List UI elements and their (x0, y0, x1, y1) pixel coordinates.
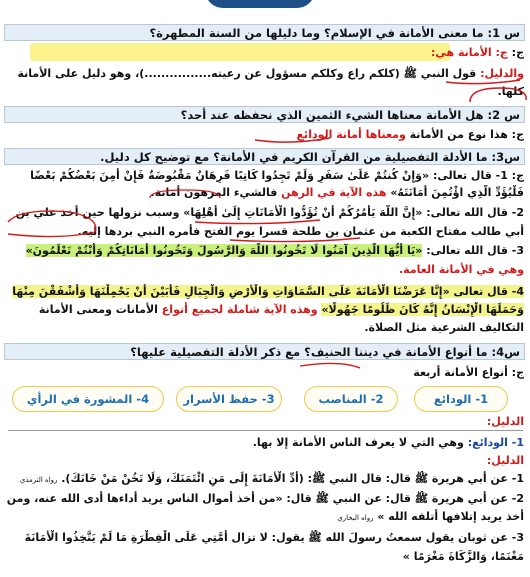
hadith-2b-text: أخذ يريد إتلافها أتلفه الله » (373, 510, 524, 523)
q3-item-3-label: 3- قال الله تعالى: (422, 244, 524, 257)
circle-amanah (150, 190, 220, 198)
q3-rahn-text: فالشيء المرهون أمانة. (150, 186, 282, 199)
q1-proof-label: والدليل: (480, 67, 524, 80)
q3-verse-4: 4- قال تعالى «إِنَّا عَرَضْنَا الْأَمَانَةَ عَلَى السَّمَاوَاتِ وَالْأَرْضِ وَالْجِبَالِ فَأَبَيْنَ أَنْ يَحْمِلْنَهَا وَأَشْفَقْنَ مِنْهَا (12, 285, 524, 298)
q4-intro: ج: أنواع الأمانة أربعة (413, 366, 524, 379)
q1-proof-end: كلها. (497, 85, 524, 98)
hadith-1-source: رواه الترمذي (19, 476, 58, 484)
circle-ali (8, 211, 96, 236)
q3-verse-1-end: فَلْيُؤَدِّ الَّذِي اؤْتُمِنَ أَمَانَتَهُ» (390, 186, 524, 199)
q4-evidence-sub: الدليل: (486, 454, 524, 467)
question-1-header: س 1: ما معنى الأمانة في الإسلام؟ وما دليلها من السنة المطهرة؟ (4, 24, 525, 41)
question-3-header: س3: ما الأدلة التفصيلية من القرآن الكريم في الأمانة؟ مع توضيح كل دليل. (4, 148, 525, 165)
q3-line-4: أبي طالب مفتاح الكعبة من عثمان بن طلحة قسرا يوم الفتح فأمره النبي بردها إليه. (77, 225, 524, 238)
hadith-2a: 2- عن أبي هريرة ﷺ قال: عن النبي ﷺ قال: «من أخذ أموال الناس يريد أداءها أدى الله عنه، ومن (6, 492, 524, 505)
q1-def-highlight: ج: الأمانة هي: (430, 46, 508, 59)
q3-line-9: التكاليف الشرعية مثل الصلاة. (364, 321, 524, 334)
underline-wadaea (255, 138, 330, 142)
q4-wadaea-text: وهي التي لا يعرف الناس الأمانة إلا بها. (252, 436, 468, 449)
type-pill-wadaea: 1- الودائع (414, 386, 508, 412)
hadith-2-source: رواه البخاري (337, 514, 374, 522)
q3-public-trust: وهي في الأمانة العامة. (398, 263, 524, 276)
q3-line-1: ج: 1- قال تعالى: «وَإِنْ كُنتُمْ عَلَىٰ سَفَرٍ وَلَمْ تَجِدُوا كَاتِبًا فَرِهَانٌ مَقْبُوضَةٌ فَإِنْ أَمِنَ بَعْضُكُمْ بَعْضًا (30, 169, 524, 182)
q3-verse-3: «يَا أَيُّهَا الَّذِينَ آمَنُوا لَا تَخُونُوا اللَّهَ وَالرَّسُولَ وَتَخُونُوا أَمَانَاتِكُمْ وَأَنْتُمْ تَعْلَمُونَ» (25, 244, 423, 257)
circle-types (300, 363, 360, 368)
circle-kolha (470, 88, 526, 102)
question-4-header: س4: ما أنواع الأمانة في ديننا الحنيف؟ مع ذكر الأدلة التفصيلية عليها؟ (4, 343, 525, 360)
q2-answer-highlight: ومعناها أمانة الودائع (296, 128, 410, 141)
q4-wadaea-label: 1- الودائع: (467, 436, 524, 449)
type-pill-asrar: 3- حفظ الأسرار (176, 386, 282, 412)
q2-answer-prefix: ج: هذا نوع من الأمانة (409, 128, 524, 141)
q4-evidence-label: الدليل: (486, 415, 524, 428)
q1-def-label: ج: (507, 46, 524, 59)
q3-rahn-note: هذه الآية في الرهن (281, 186, 387, 199)
hadith-1-text: 1- عن أبي هريرة ﷺ قال: قال النبي ﷺ: (أَدِّ الْأَمَانَةَ إِلَى مَنِ ائْتَمَنَكَ، وَلَا تَخُنْ مَنْ خَانَكَ). (61, 472, 524, 485)
type-pill-manaseb: 2- المناصب (304, 386, 398, 412)
underline-verse-2 (195, 220, 320, 224)
q3-comprehensive-note: وهذه الآية شاملة لجميع أنواع (161, 303, 322, 316)
underline-proof (446, 80, 520, 84)
question-2-header: س 2: هل الأمانة معناها الشيء الثمين الذي نحفظه عند أحد؟ (4, 106, 525, 123)
hadith-3a: 3- عن ثوبان يقول سمعتُ رسولَ الله ﷺ يقول: لا تزال أُمَّتِي عَلَى الْفِطْرَةِ مَا لَمْ يَتَّخِذُوا الْأَمَانَةَ (24, 531, 524, 544)
q3-trust-meaning: الأمانات ومعنى الأمانة (38, 303, 162, 316)
type-pill-mashwara: 4- المشورة في الرأي (12, 386, 164, 412)
hadith-3b: مَغْنَمًا، وَالزَّكَاةَ مَغْرَمًا » (402, 550, 524, 563)
q3-line-3: 2- قال الله تعالى: «إِنَّ اللَّهَ يَأْمُرُكُمْ أَنْ تُؤَدُّوا الْأَمَانَاتِ إِلَىٰ أَهْلِهَا» وسبب نزولها حين أخذ علي بن (15, 206, 524, 219)
q1-proof-text: قول النبي ﷺ (كلكم راع وكلكم مسؤول عن رعيته................)، وهو دليل على الأمانة (17, 67, 481, 80)
q3-verse-4-end: وَحَمَلَهَا الْإِنْسَانُ إِنَّهُ كَانَ ظَلُومًا جَهُولًا» (321, 303, 524, 316)
underline-key (230, 238, 360, 242)
